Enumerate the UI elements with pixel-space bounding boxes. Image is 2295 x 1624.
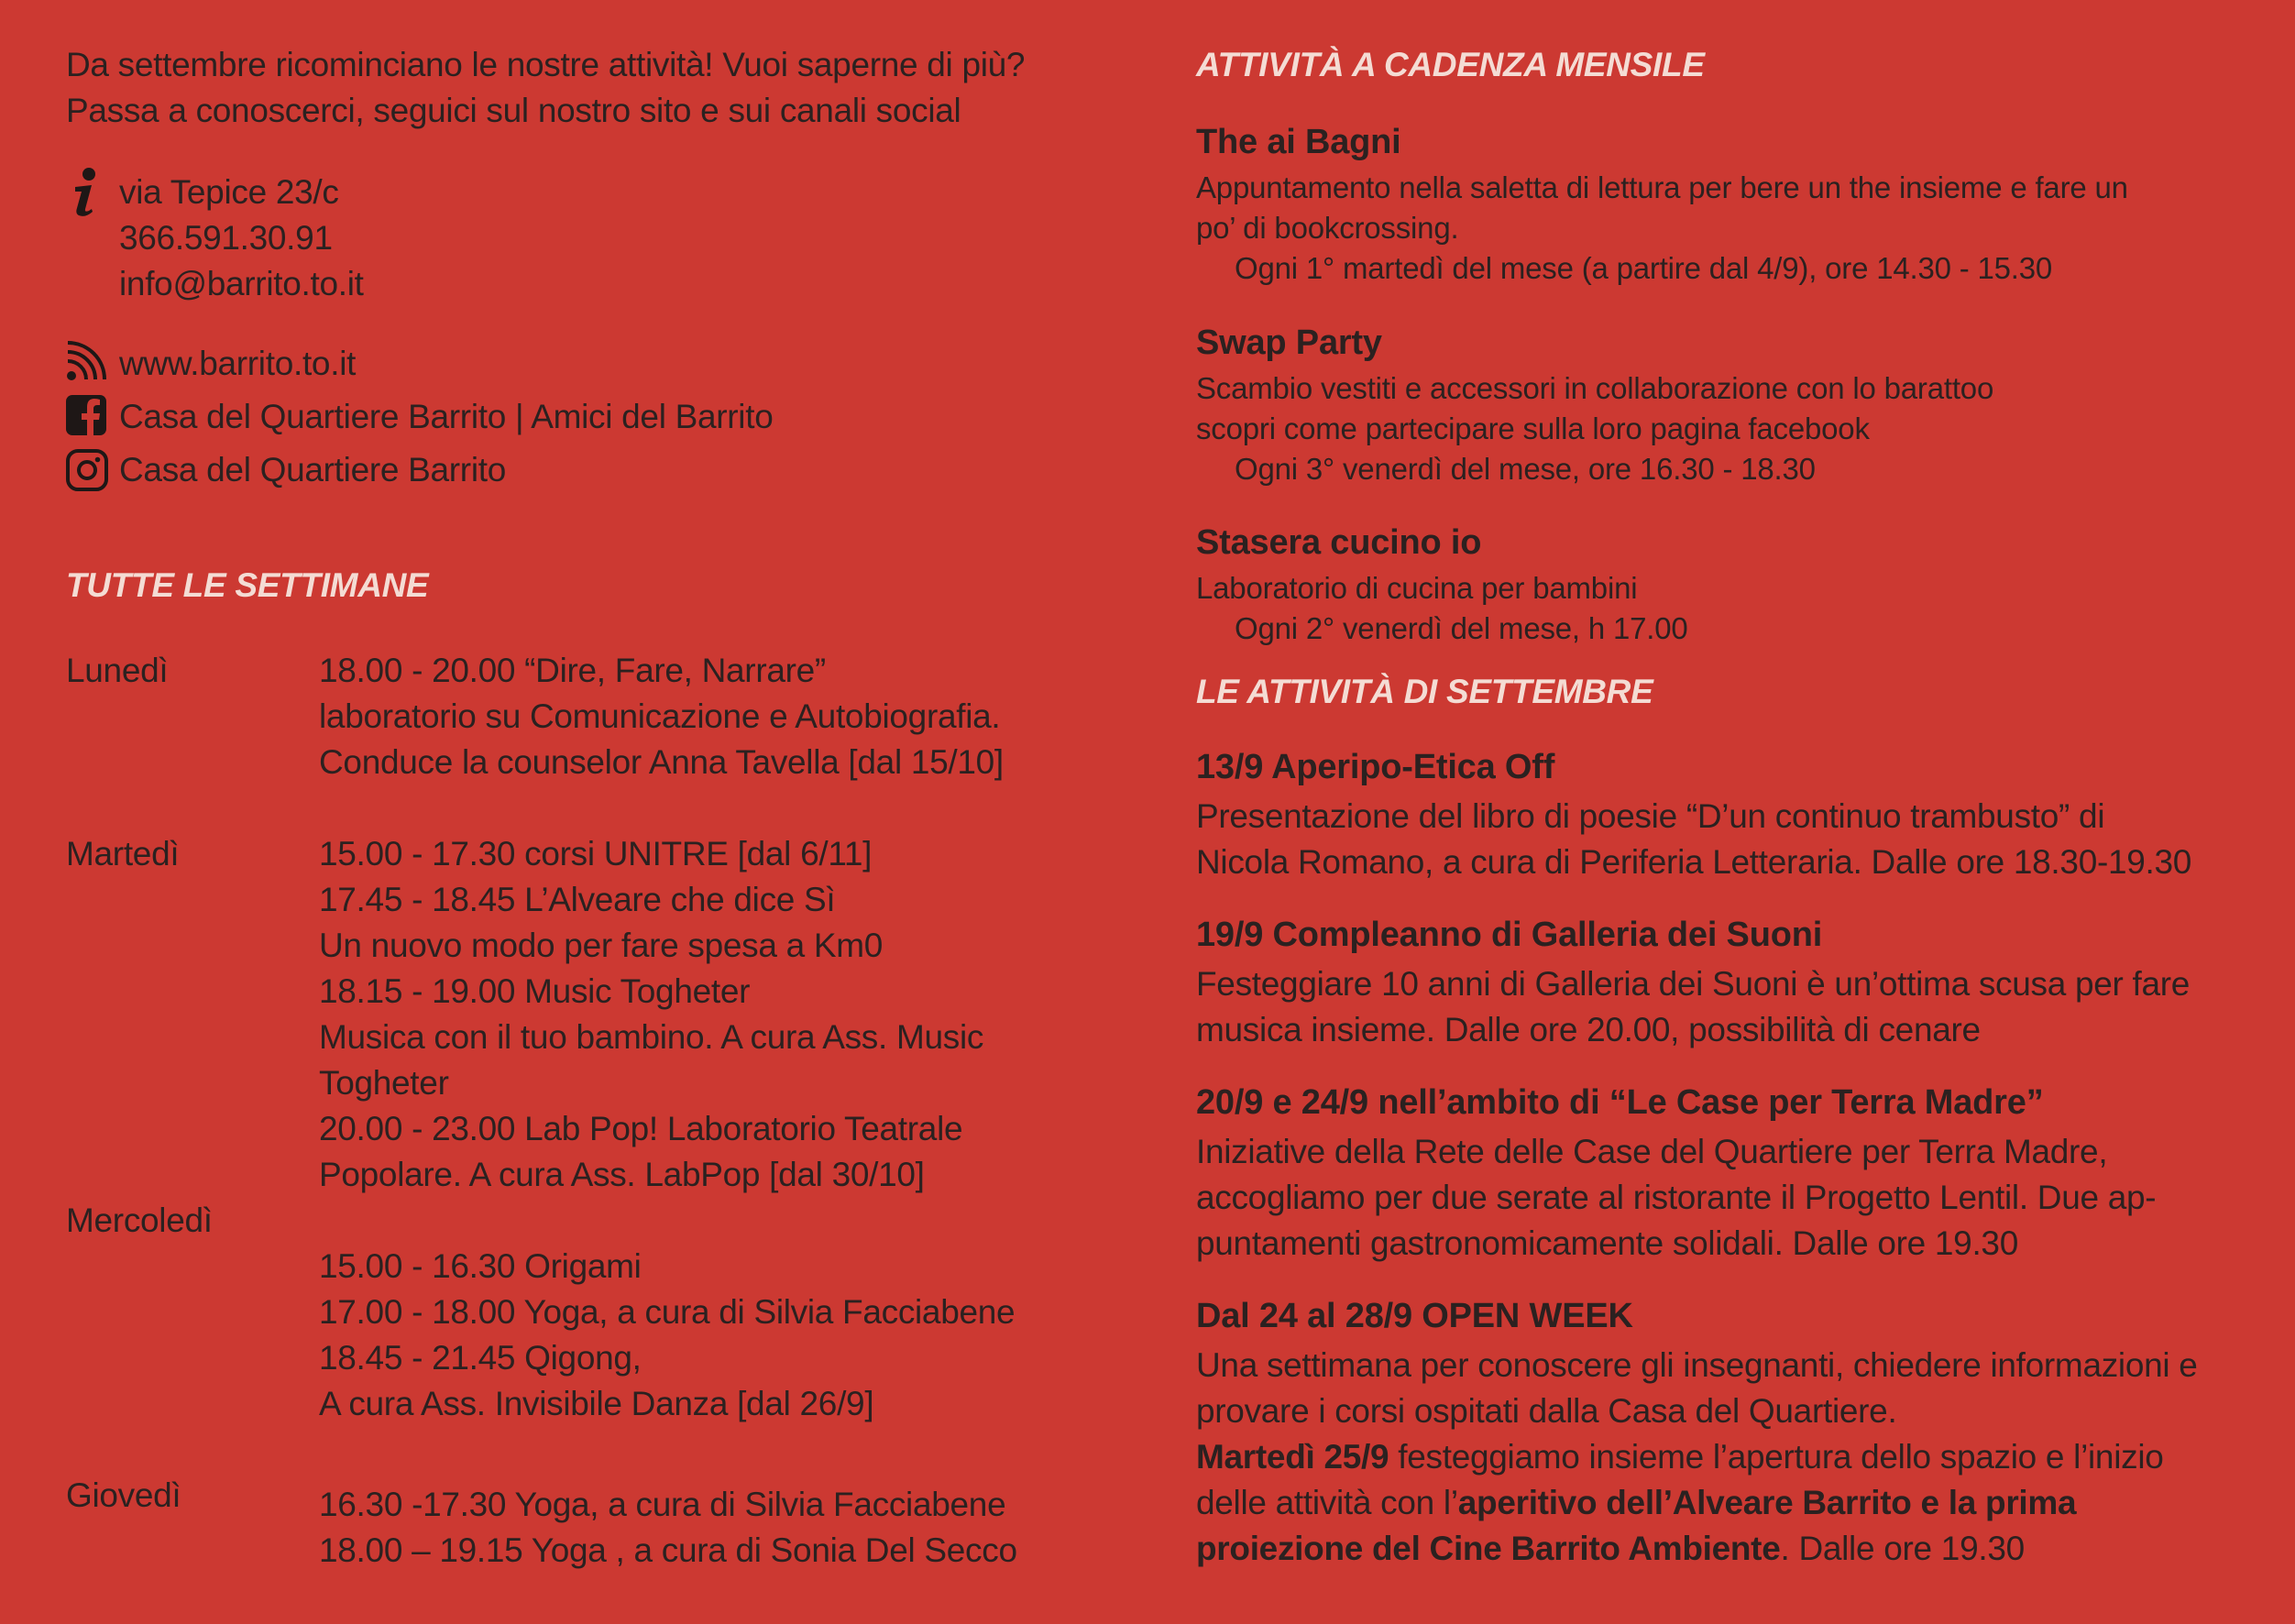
event-extra-line — [1196, 1434, 2164, 1480]
weekly-line: 20.00 - 23.00 Lab Pop! Laboratorio Teatrale — [319, 1110, 963, 1147]
day-label-giovedi: Giovedì — [66, 1476, 181, 1514]
intro-line-2: Passa a conoscerci, seguici sul nostro sito e sui canali social — [66, 92, 961, 129]
event-line: Una settimana per conoscere gli insegnanti, chiedere informazioni e — [1196, 1346, 2198, 1384]
september-heading: LE ATTIVITÀ DI SETTEMBRE — [1196, 673, 1653, 710]
event-title: 19/9 Compleanno di Galleria dei Suoni — [1196, 916, 1823, 954]
weekly-line: 18.00 – 19.15 Yoga , a cura di Sonia Del Secco — [319, 1531, 1017, 1569]
monthly-item-title: Swap Party — [1196, 324, 1382, 362]
event-extra-bold: proiezione del Cine Barrito Ambiente — [1196, 1530, 1781, 1567]
facebook-icon — [66, 395, 106, 435]
facebook-link[interactable]: Casa del Quartiere Barrito | Amici del Barrito — [119, 398, 774, 435]
monthly-item-line: scopri come partecipare sulla loro pagina facebook — [1196, 411, 1870, 445]
event-extra-text: . Dalle ore 19.30 — [1780, 1530, 2025, 1567]
monthly-item-line: Laboratorio di cucina per bambini — [1196, 571, 1638, 605]
email-text[interactable]: info@barrito.to.it — [119, 265, 364, 302]
weekly-line: 18.15 - 19.00 Music Togheter — [319, 972, 751, 1010]
weekly-line: Togheter — [319, 1064, 449, 1102]
weekly-line: 17.45 - 18.45 L’Alveare che dice Sì — [319, 881, 836, 918]
monthly-item-when: Ogni 2° venerdì del mese, h 17.00 — [1235, 611, 1688, 645]
event-extra-line — [1196, 1526, 2025, 1572]
event-title: 13/9 Aperipo-Etica Off — [1196, 748, 1555, 786]
weekly-heading: TUTTE LE SETTIMANE — [66, 566, 429, 604]
day-label-martedi: Martedì — [66, 835, 180, 872]
event-line: Festeggiare 10 anni di Galleria dei Suoni è un’ottima scusa per fare — [1196, 965, 2191, 1003]
intro-line-1: Da settembre ricominciano le nostre attività! Vuoi saperne di più? — [66, 46, 1026, 83]
monthly-item-title: Stasera cucino io — [1196, 523, 1482, 562]
weekly-line: 15.00 - 17.30 corsi UNITRE [dal 6/11] — [319, 835, 873, 872]
weekly-line: 15.00 - 16.30 Origami — [319, 1247, 642, 1285]
day-label-lunedi: Lunedì — [66, 652, 169, 689]
phone-text: 366.591.30.91 — [119, 219, 333, 257]
monthly-item-when: Ogni 1° martedì del mese (a partire dal 4/9), ore 14.30 - 15.30 — [1235, 251, 2053, 285]
event-title: 20/9 e 24/9 nell’ambito di “Le Case per Terra Madre” — [1196, 1083, 2044, 1122]
monthly-item-line: po’ di bookcrossing. — [1196, 211, 1459, 245]
weekly-line: 18.00 - 20.00 “Dire, Fare, Narrare” — [319, 652, 826, 689]
weekly-line: Popolare. A cura Ass. LabPop [dal 30/10] — [319, 1156, 925, 1193]
event-title: Dal 24 al 28/9 OPEN WEEK — [1196, 1297, 1633, 1335]
instagram-icon — [66, 449, 108, 491]
monthly-heading: ATTIVITÀ A CADENZA MENSILE — [1196, 46, 1705, 83]
event-line: Iniziative della Rete delle Case del Quartiere per Terra Madre, — [1196, 1133, 2108, 1170]
event-line: accogliamo per due serate al ristorante il Progetto Lentil. Due ap- — [1196, 1179, 2157, 1216]
monthly-item-when: Ogni 3° venerdì del mese, ore 16.30 - 18.30 — [1235, 452, 1816, 486]
event-extra-line — [1196, 1480, 2076, 1526]
info-icon — [70, 167, 101, 218]
weekly-line: Conduce la counselor Anna Tavella [dal 15/10] — [319, 743, 1004, 781]
event-extra-bold: aperitivo dell’Alveare Barrito e la prima — [1457, 1484, 2077, 1521]
event-extra-text: festeggiamo insieme l’apertura dello spazio e l’inizio — [1389, 1438, 2164, 1476]
weekly-line: Un nuovo modo per fare spesa a Km0 — [319, 927, 884, 964]
instagram-link[interactable]: Casa del Quartiere Barrito — [119, 451, 507, 488]
monthly-item-line: Appuntamento nella saletta di lettura per bere un the insieme e fare un — [1196, 170, 2128, 204]
monthly-item-line: Scambio vestiti e accessori in collaborazione con lo barattoo — [1196, 371, 1994, 405]
weekly-line: 17.00 - 18.00 Yoga, a cura di Silvia Facciabene — [319, 1293, 1016, 1331]
event-line: musica insieme. Dalle ore 20.00, possibilità di cenare — [1196, 1011, 1981, 1048]
weekly-line: A cura Ass. Invisibile Danza [dal 26/9] — [319, 1385, 874, 1422]
event-line: Nicola Romano, a cura di Periferia Letteraria. Dalle ore 18.30-19.30 — [1196, 843, 2192, 881]
day-label-mercoledi: Mercoledì — [66, 1202, 213, 1239]
weekly-line: Musica con il tuo bambino. A cura Ass. Music — [319, 1018, 984, 1056]
weekly-line: 18.45 - 21.45 Qigong, — [319, 1339, 642, 1377]
event-line: provare i corsi ospitati dalla Casa del Quartiere. — [1196, 1392, 1897, 1430]
event-line: puntamenti gastronomicamente solidali. Dalle ore 19.30 — [1196, 1224, 2018, 1262]
monthly-item-title: The ai Bagni — [1196, 123, 1401, 161]
address-text: via Tepice 23/c — [119, 173, 339, 211]
weekly-line: laboratorio su Comunicazione e Autobiografia. — [319, 697, 1001, 735]
weekly-line: 16.30 -17.30 Yoga, a cura di Silvia Facciabene — [319, 1486, 1006, 1523]
event-line: Presentazione del libro di poesie “D’un continuo trambusto” di — [1196, 797, 2105, 835]
event-extra-bold: Martedì 25/9 — [1196, 1438, 1389, 1476]
website-link[interactable]: www.barrito.to.it — [119, 345, 357, 382]
event-extra-text: delle attività con l’ — [1196, 1484, 1458, 1521]
rss-icon — [66, 341, 106, 381]
